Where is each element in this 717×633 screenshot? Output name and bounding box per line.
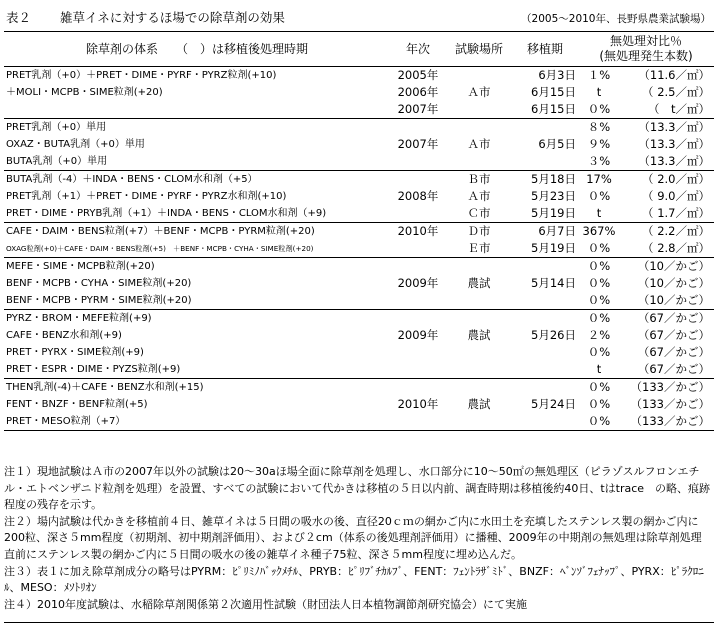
table-row: [4, 258, 714, 276]
table-row: [4, 396, 714, 413]
table-number: 表２: [6, 10, 32, 25]
cell-site: [446, 379, 512, 397]
cell-transplant-date: [512, 344, 578, 361]
cell-site: [446, 292, 512, 310]
cell-ratio-percent: ０%: [578, 413, 620, 431]
cell-system: BUTA乳剤（+0）単用: [6, 156, 108, 167]
table-row: [4, 344, 714, 361]
cell-year: [390, 258, 446, 276]
cell-system: BUTA乳剤（-4）＋INDA・BENS・CLOM水和剤（+5）: [4, 171, 390, 189]
table-title: 雑草イネに対するほ場での除草剤の効果: [60, 10, 285, 25]
cell-site: [446, 413, 512, 431]
cell-system: CAFE・BENZ水和剤(+9): [6, 330, 122, 341]
cell-year: 2009年: [397, 328, 439, 342]
cell-site: Ａ市: [467, 85, 491, 99]
cell-system: OXAZ・BUTA乳剤（+0）単用: [6, 139, 145, 150]
table-row: [4, 101, 714, 119]
cell-site: [446, 310, 512, 328]
cell-year: [390, 344, 446, 361]
cell-control-count: （67／かご）: [637, 328, 710, 342]
cell-control-count: （67／かご）: [620, 310, 714, 328]
header-transplant: 移植期: [512, 32, 578, 67]
table-row: [4, 136, 714, 153]
cell-control-count: （67／かご）: [637, 362, 710, 376]
cell-transplant-date: [512, 119, 578, 137]
table-row: [4, 67, 714, 85]
table-row: [4, 327, 714, 344]
table-row: [4, 240, 714, 258]
cell-control-count: （ 1.7／㎡）: [642, 206, 710, 220]
cell-system: OXAG粒剤(+0)＋CAFE・DAIM・BENS粒剤(+5) ＋BENF・MCPB・CYHA・SIME粒剤(+20): [6, 244, 314, 253]
cell-system: PYRZ・BROM・MEFE粒剤(+9): [4, 310, 390, 328]
cell-transplant-date: [512, 310, 578, 328]
cell-ratio-percent: ０%: [587, 189, 611, 203]
cell-site: Ｃ市: [467, 206, 491, 220]
cell-transplant-date: 6月3日: [538, 68, 576, 82]
cell-site: [446, 344, 512, 361]
cell-site: [446, 258, 512, 276]
cell-system: THEN乳剤(-4)＋CAFE・BENZ水和剤(+15): [4, 379, 390, 397]
cell-year: [390, 153, 446, 171]
cell-control-count: （133／かご）: [620, 379, 714, 397]
cell-site: [446, 153, 512, 171]
cell-system: PRET・ESPR・DIME・PYZS粒剤(+9): [6, 364, 181, 375]
cell-control-count: （10／かご）: [637, 293, 710, 307]
results-table: [4, 31, 714, 431]
cell-control-count: （13.3／㎡）: [638, 137, 710, 151]
cell-transplant-date: 5月14日: [531, 276, 576, 290]
cell-system: PRET乳剤（+0）単用: [4, 119, 390, 137]
footnote: 注２）場内試験は代かきを移植前４日、雑草イネは５日間の吸水の後、直径20ｃｍの網かご内に水田土を充填したステンレス製の網かご内に200粒、深さ５mm程度（初期剤、初中期剤評価用）、および２cm（体系の後処理剤評価用）に播種、2009年の中期剤の無処理は除草剤処理直前にステンレス製の網かご内に５日間の吸水の後の雑草イネ種子75粒、深さ５mm程度に埋め込んだ。: [4, 514, 702, 561]
cell-system: [4, 101, 390, 119]
header-year: 年次: [390, 32, 446, 67]
cell-ratio-percent: ０%: [587, 293, 611, 307]
cell-control-count: （ t／㎡）: [647, 102, 710, 116]
table-row: [4, 223, 714, 241]
cell-ratio-percent: t: [596, 362, 602, 376]
cell-transplant-date: [512, 258, 578, 276]
cell-site: 農試: [467, 276, 491, 290]
cell-year: 2010年: [397, 397, 439, 411]
cell-year: [390, 292, 446, 310]
cell-control-count: （ 2.0／㎡）: [620, 171, 714, 189]
cell-control-count: （13.3／㎡）: [620, 119, 714, 137]
cell-site: Ｄ市: [446, 223, 512, 241]
cell-transplant-date: 5月18日: [512, 171, 578, 189]
cell-control-count: （ 9.0／㎡）: [642, 189, 710, 203]
cell-system: BENF・MCPB・CYHA・SIME粒剤(+20): [6, 278, 192, 289]
header-ratio: [578, 32, 714, 67]
cell-year: [390, 171, 446, 189]
cell-ratio-percent: １%: [587, 68, 611, 82]
footnote: 注１）現地試験はＡ市の2007年以外の試験は20～30aほ場全面に除草剤を処理し、水口部分に10～50㎡の無処理区（ピラゾスルフロンエチル・エトベンザニド粒剤を処理）を設置、すべての試験において代かきは移植の５日以内前、調査時期は移植後約40日、tはtrace の略、痕跡程度の残存を示す。: [4, 465, 711, 512]
table-row: [4, 292, 714, 310]
cell-site: [446, 119, 512, 137]
table-row: [4, 413, 714, 431]
cell-ratio-percent: ０%: [587, 276, 611, 290]
cell-year: 2007年: [397, 102, 439, 116]
cell-year: [390, 310, 446, 328]
cell-year: [390, 119, 446, 137]
cell-transplant-date: 5月19日: [531, 206, 576, 220]
cell-transplant-date: 6月15日: [531, 102, 576, 116]
cell-system: FENT・BNZF・BENF粒剤(+5): [6, 399, 148, 410]
cell-transplant-date: [512, 153, 578, 171]
cell-ratio-percent: 367%: [578, 223, 620, 241]
cell-site: [446, 361, 512, 379]
cell-transplant-date: 5月24日: [531, 397, 576, 411]
header-site: 試験場所: [446, 32, 512, 67]
cell-year: 2005年: [397, 68, 439, 82]
cell-transplant-date: [512, 413, 578, 431]
table-row: [4, 171, 714, 189]
footnote: 注３）表１に加え除草剤成分の略号はPYRM：ﾋﾟﾘﾐﾉﾊﾞｯｸﾒﾁﾙ、PRYB：ﾋﾟﾘﾌﾞﾁｶﾙﾌﾞ、FENT：ﾌｪﾝﾄﾗｻﾞﾐﾄﾞ、BNZF：ﾍﾞﾝｿﾞﾌｪﾅｯﾌﾟ、PYRX：ﾋﾟﾗｸﾛﾆﾙ、MESO：ﾒｿﾄﾘｵﾝ: [4, 564, 704, 595]
cell-control-count: （133／かご）: [630, 397, 710, 411]
cell-control-count: （13.3／㎡）: [638, 154, 710, 168]
table-row: [4, 205, 714, 223]
cell-transplant-date: 5月19日: [531, 241, 576, 255]
cell-system: BENF・MCPB・PYRM・SIME粒剤(+20): [6, 295, 192, 306]
cell-ratio-percent: t: [596, 85, 602, 99]
cell-control-count: （11.6／㎡）: [638, 68, 710, 82]
cell-system: ＋MOLI・MCPB・SIME粒剤(+20): [6, 87, 163, 98]
cell-transplant-date: 6月5日: [538, 137, 576, 151]
cell-transplant-date: [512, 361, 578, 379]
table-row: [4, 275, 714, 292]
header-ratio-line1: 無処理対比％: [609, 34, 682, 48]
header-row: [4, 32, 714, 67]
cell-control-count: （67／かご）: [637, 345, 710, 359]
table-row: [4, 361, 714, 379]
cell-transplant-date: 6月7日: [512, 223, 578, 241]
table-row: [4, 310, 714, 328]
cell-year: 2006年: [397, 85, 439, 99]
cell-year: [390, 361, 446, 379]
cell-transplant-date: 6月15日: [531, 85, 576, 99]
cell-ratio-percent: ９%: [587, 137, 611, 151]
cell-site: [446, 67, 512, 85]
cell-system: CAFE・DAIM・BENS粒剤(+7）＋BENF・MCPB・PYRM粒剤(+20): [4, 223, 390, 241]
cell-system: PRET乳剤（+1）＋PRET・DIME・PYRF・PYRZ水和剤(+10): [6, 191, 287, 202]
cell-site: Ｂ市: [446, 171, 512, 189]
footnotes: [4, 464, 712, 613]
cell-ratio-percent: ０%: [587, 397, 611, 411]
cell-site: Ａ市: [467, 137, 491, 151]
cell-ratio-percent: ８%: [578, 119, 620, 137]
cell-ratio-percent: ０%: [578, 258, 620, 276]
table-row: [4, 84, 714, 101]
table-row: [4, 153, 714, 171]
cell-site: [446, 101, 512, 119]
table-row: [4, 188, 714, 205]
cell-ratio-percent: ２%: [587, 328, 611, 342]
cell-control-count: （ 2.2／㎡）: [620, 223, 714, 241]
cell-ratio-percent: 17%: [578, 171, 620, 189]
cell-system: PRET・PYRX・SIME粒剤(+9): [6, 347, 144, 358]
cell-site: Ｅ市: [467, 241, 491, 255]
cell-year: 2007年: [397, 137, 439, 151]
cell-control-count: （ 2.8／㎡）: [642, 241, 710, 255]
cell-site: Ａ市: [467, 189, 491, 203]
cell-system: PRET・MESO粒剤（+7）: [4, 413, 390, 431]
cell-year: [390, 413, 446, 431]
cell-system: MEFE・SIME・MCPB粒剤(+20): [4, 258, 390, 276]
cell-transplant-date: [512, 292, 578, 310]
cell-ratio-percent: ０%: [587, 345, 611, 359]
cell-year: 2008年: [397, 189, 439, 203]
cell-year: [390, 240, 446, 258]
cell-site: 農試: [467, 397, 491, 411]
cell-year: [390, 205, 446, 223]
cell-control-count: （133／かご）: [620, 413, 714, 431]
table-row: [4, 379, 714, 397]
cell-ratio-percent: ０%: [578, 379, 620, 397]
cell-site: 農試: [467, 328, 491, 342]
cell-transplant-date: 5月23日: [531, 189, 576, 203]
footnote: 注４）2010年度試験は、水稲除草剤関係第２次適用性試験（財団法人日本植物調節剤研究協会）にて実施: [4, 597, 527, 611]
table-row: [4, 119, 714, 137]
header-system: 除草剤の体系 （ ）は移植後処理時期: [4, 32, 390, 67]
bottom-rule: [4, 622, 714, 623]
cell-system: PRET・DIME・PRYB乳剤（+1）＋INDA・BENS・CLOM水和剤（+9): [6, 208, 327, 219]
cell-transplant-date: [512, 379, 578, 397]
cell-ratio-percent: ０%: [587, 102, 611, 116]
cell-ratio-percent: ３%: [587, 154, 611, 168]
cell-year: [390, 379, 446, 397]
cell-control-count: （ 2.5／㎡）: [642, 85, 710, 99]
cell-year: 2009年: [397, 276, 439, 290]
cell-system: PRET乳剤（+0）＋PRET・DIME・PYRF・PYRZ粒剤(+10): [6, 70, 277, 81]
cell-transplant-date: 5月26日: [531, 328, 576, 342]
cell-ratio-percent: ０%: [587, 241, 611, 255]
cell-control-count: （10／かご）: [620, 258, 714, 276]
cell-control-count: （10／かご）: [637, 276, 710, 290]
table-source-note: （2005～2010年、長野県農業試験場）: [521, 13, 711, 25]
cell-year: 2010年: [390, 223, 446, 241]
cell-ratio-percent: t: [596, 206, 602, 220]
header-ratio-line2: (無処理発生本数): [599, 49, 693, 63]
cell-ratio-percent: ０%: [578, 310, 620, 328]
